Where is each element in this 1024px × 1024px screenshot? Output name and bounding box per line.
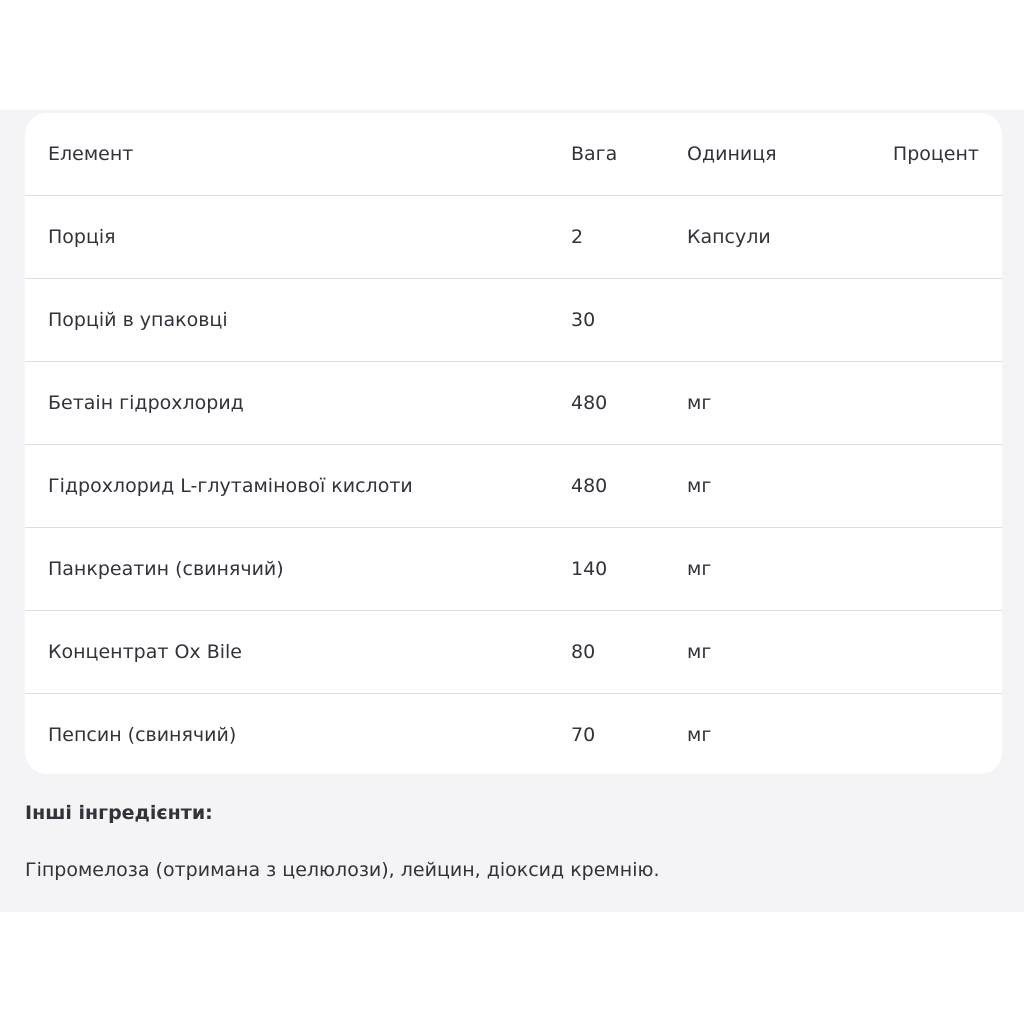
table-header-row: [25, 113, 1002, 196]
row-name: Порція: [48, 226, 116, 248]
row-name: Пепсин (свинячий): [48, 724, 237, 746]
header-percent: Процент: [892, 143, 979, 165]
row-name: Панкреатин (свинячий): [48, 558, 284, 580]
row-unit: мг: [687, 392, 712, 414]
row-weight: 480: [571, 475, 608, 497]
row-weight: 70: [571, 724, 596, 746]
table-row: [25, 694, 1002, 776]
row-name: Бетаін гідрохлорид: [48, 392, 244, 414]
table-row: [25, 611, 1002, 694]
row-unit: Капсули: [687, 226, 771, 248]
header-element: Елемент: [48, 143, 134, 165]
row-name: Порцій в упаковці: [48, 309, 228, 331]
other-ingredients-text: Гіпромелоза (отримана з целюлози), лейцин, діоксид кремнію.: [25, 859, 660, 881]
row-weight: 80: [571, 641, 596, 663]
row-name: Концентрат Ox Bile: [48, 641, 242, 663]
row-name: Гідрохлорид L-глутамінової кислоти: [48, 475, 413, 497]
row-weight: 480: [571, 392, 608, 414]
row-weight: 30: [571, 309, 596, 331]
table-row: [25, 196, 1002, 279]
nutrition-table: [25, 113, 1002, 774]
header-weight: Вага: [571, 143, 618, 165]
header-unit: Одиниця: [687, 143, 777, 165]
table-row: [25, 279, 1002, 362]
row-unit: мг: [687, 724, 712, 746]
row-weight: 2: [571, 226, 584, 248]
row-weight: 140: [571, 558, 608, 580]
other-ingredients-title: Інші інгредієнти:: [25, 802, 213, 824]
table-row: [25, 362, 1002, 445]
composition-panel: [0, 110, 1024, 912]
row-unit: мг: [687, 641, 712, 663]
table-row: [25, 445, 1002, 528]
row-unit: мг: [687, 475, 712, 497]
row-unit: мг: [687, 558, 712, 580]
table-row: [25, 528, 1002, 611]
